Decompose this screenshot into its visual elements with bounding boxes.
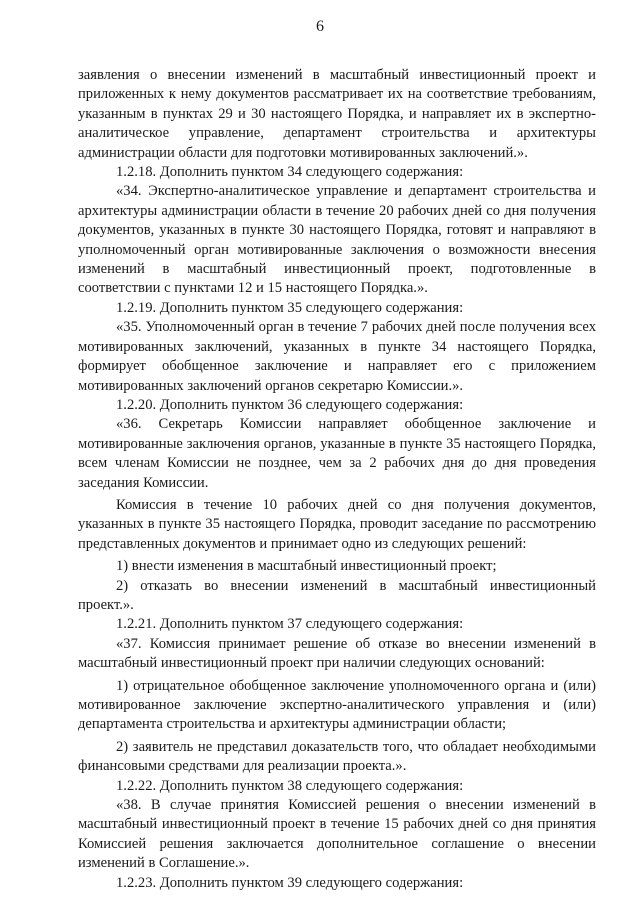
paragraph: «36. Секретарь Комиссии направляет обобщенное заключение и мотивированные заключения органов, указанные в пункте 35 настоящего Порядка, всем членам Комиссии не позднее, чем за 2 рабочих дня до дня проведения заседания Комиссии. <box>78 416 596 491</box>
paragraph: «37. Комиссия принимает решение об отказе во внесении изменений в масштабный инвестиционный проект при наличии следующих оснований: <box>78 635 596 672</box>
document-body <box>78 66 596 893</box>
paragraph: «34. Экспертно-аналитическое управление и департамент строительства и архитектуры администрации области в течение 20 рабочих дней со дня получения документов, указанных в пункте 30 настоящего Порядка, готовят и направляют в уполномоченный орган мотивированные заключения о возможности внесения изменений в масштабный инвестиционный проект, подготовленные в соответствии с пунктами 12 и 15 настоящего Порядка.». <box>78 183 596 297</box>
paragraph: «38. В случае принятия Комиссией решения о внесении изменений в масштабный инвестиционный проект в течение 15 рабочих дней со дня принятия Комиссией решения заключается дополнительное соглашение о внесении изменений в Соглашение.». <box>78 797 596 872</box>
paragraph: 1.2.20. Дополнить пунктом 36 следующего содержания: <box>116 396 464 413</box>
paragraph: 1.2.22. Дополнить пунктом 38 следующего содержания: <box>116 777 464 794</box>
paragraph: «35. Уполномоченный орган в течение 7 рабочих дней после получения всех мотивированных заключений, указанных в пункте 34 настоящего Порядка, формирует обобщенное заключение и направляет его с приложением мотивированных заключений органов секретарю Комиссии.». <box>78 319 596 394</box>
page-number: 6 <box>316 18 324 35</box>
paragraph: заявления о внесении изменений в масштабный инвестиционный проект и приложенных к нему документов рассматривает их на соответствие требованиям, указанным в пунктах 29 и 30 настоящего Порядка, и направляет их в экспертно-аналитическое управление, департамент строительства и архитектуры администрации области для подготовки мотивированных заключений.». <box>78 67 596 161</box>
paragraph: 2) отказать во внесении изменений в масштабный инвестиционный проект.». <box>78 577 596 613</box>
paragraph: Комиссия в течение 10 рабочих дней со дня получения документов, указанных в пункте 35 настоящего Порядка, проводит заседание по рассмотрению представленных документов и принимает одно из следующих решений: <box>78 496 596 552</box>
paragraph: 1) отрицательное обобщенное заключение уполномоченного органа и (или) мотивированное заключение экспертно-аналитического управления и (или) департамента строительства и архитектуры администрации области; <box>78 677 596 733</box>
paragraph: 1.2.19. Дополнить пунктом 35 следующего содержания: <box>116 299 464 316</box>
paragraph: 1.2.23. Дополнить пунктом 39 следующего содержания: <box>116 874 464 891</box>
paragraph: 1.2.21. Дополнить пунктом 37 следующего содержания: <box>116 616 464 633</box>
paragraph: 2) заявитель не представил доказательств того, что обладает необходимыми финансовыми средствами для реализации проекта.». <box>78 738 596 775</box>
paragraph: 1) внести изменения в масштабный инвестиционный проект; <box>116 558 497 575</box>
paragraph: 1.2.18. Дополнить пунктом 34 следующего содержания: <box>116 164 464 181</box>
